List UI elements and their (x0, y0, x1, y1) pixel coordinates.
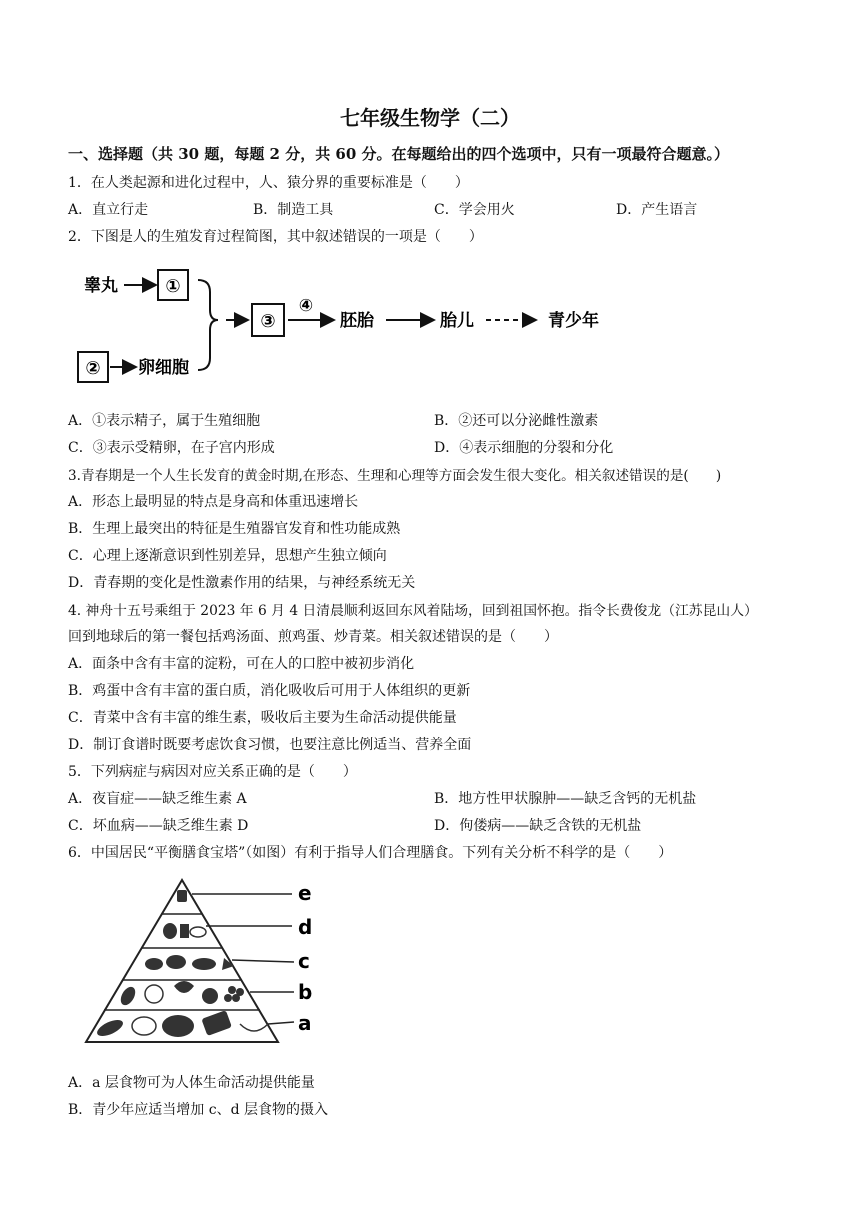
q4-option-b[interactable]: B．鸡蛋中含有丰富的蛋白质，消化吸收后可用于人体组织的更新 (68, 683, 471, 699)
layer-a-label: a (298, 1011, 312, 1035)
question-1-options (0, 199, 860, 219)
q6-option-b[interactable]: B．青少年应适当增加 c、d 层食物的摄入 (68, 1102, 328, 1118)
section-heading: 一、选择题（共 30 题，每题 2 分，共 60 分。在每题给出的四个选项中，只有一项最符合题意。） (68, 145, 730, 163)
q5-option-b[interactable]: B．地方性甲状腺肿——缺乏含钙的无机盐 (434, 791, 697, 807)
q4-option-d[interactable]: D．制订食谱时既要考虑饮食习惯，也要注意比例适当、营养全面 (68, 737, 472, 753)
question-4-stem-line2: 回到地球后的第一餐包括鸡汤面、煎鸡蛋、炒青菜。相关叙述错误的是（ ） (68, 629, 558, 645)
egg-label: 卵细胞 (138, 358, 189, 378)
q1-option-c[interactable]: C．学会用火 (434, 202, 515, 218)
q4-option-c[interactable]: C．青菜中含有丰富的维生素，吸收后主要为生命活动提供能量 (68, 710, 457, 726)
question-6-stem: 6．中国居民“平衡膳食宝塔”（如图）有利于指导人们合理膳食。下列有关分析不科学的是（ ） (68, 845, 673, 861)
question-2-options (0, 410, 860, 460)
q3-option-d[interactable]: D．青春期的变化是性激素作用的结果，与神经系统无关 (68, 575, 416, 591)
q4-option-a[interactable]: A．面条中含有丰富的淀粉，可在人的口腔中被初步消化 (68, 656, 415, 672)
food-pyramid-diagram (82, 874, 332, 1054)
question-3-stem: 3.青春期是一个人生长发育的黄金时期,在形态、生理和心理等方面会发生很大变化。相关叙述错误的是( ) (68, 468, 722, 484)
q3-option-c[interactable]: C．心理上逐渐意识到性别差异，思想产生独立倾向 (68, 548, 387, 564)
circle-3-label: ③ (260, 311, 276, 332)
question-1-stem: 1．在人类起源和进化过程中，人、猿分界的重要标准是（ ） (68, 175, 469, 191)
q3-option-a[interactable]: A．形态上最明显的特点是身高和体重迅速增长 (68, 494, 359, 510)
question-4-stem-line1: 4. 神舟十五号乘组于 2023 年 6 月 4 日清晨顺利返回东风着陆场，回到祖国怀抱。指令长费俊龙（江苏昆山人） (68, 603, 758, 619)
question-5-stem: 5．下列病症与病因对应关系正确的是（ ） (68, 764, 357, 780)
q5-option-a[interactable]: A．夜盲症——缺乏维生素 A (68, 791, 247, 807)
q1-option-a[interactable]: A．直立行走 (68, 202, 149, 218)
q2-option-b[interactable]: B．②还可以分泌雌性激素 (434, 413, 599, 429)
layer-e-label: e (298, 881, 312, 905)
question-5-options (0, 788, 860, 838)
q6-option-a[interactable]: A．a 层食物可为人体生命活动提供能量 (68, 1075, 315, 1091)
layer-d-label: d (298, 915, 313, 939)
youth-label: 青少年 (548, 311, 599, 331)
q2-option-a[interactable]: A．①表示精子，属于生殖细胞 (68, 413, 261, 429)
q2-option-c[interactable]: C．③表示受精卵，在子宫内形成 (68, 440, 275, 456)
layer-b-label: b (298, 980, 313, 1004)
page-title: 七年级生物学（二） (340, 106, 520, 130)
circle-4-label: ④ (298, 296, 314, 316)
fetus-label: 胎儿 (440, 311, 474, 331)
question-2-stem: 2．下图是人的生殖发育过程简图，其中叙述错误的一项是（ ） (68, 229, 483, 245)
layer-c-label: c (298, 949, 310, 973)
q3-option-b[interactable]: B．生理上最突出的特征是生殖器官发育和性功能成熟 (68, 521, 401, 537)
q5-option-d[interactable]: D．佝偻病——缺乏含铁的无机盐 (434, 818, 642, 834)
testis-label: 睾丸 (84, 276, 118, 296)
embryo-label: 胚胎 (340, 311, 374, 331)
q1-option-d[interactable]: D．产生语言 (616, 202, 698, 218)
q2-option-d[interactable]: D．④表示细胞的分裂和分化 (434, 440, 614, 456)
reproduction-diagram (70, 262, 630, 392)
q5-option-c[interactable]: C．坏血病——缺乏维生素 D (68, 818, 249, 834)
circle-1-label: ① (165, 276, 181, 297)
circle-2-label: ② (85, 358, 101, 379)
q1-option-b[interactable]: B．制造工具 (253, 202, 334, 218)
